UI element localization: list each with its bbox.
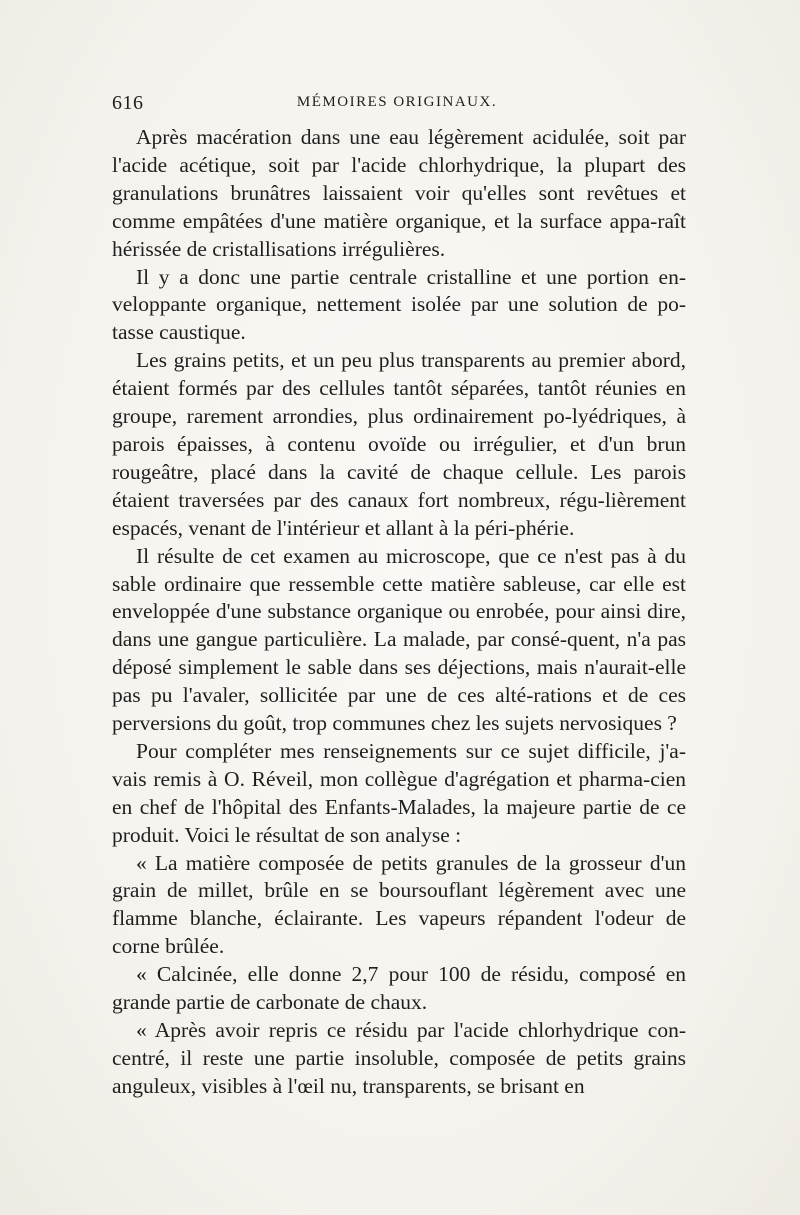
body-text [112, 124, 686, 1101]
page-header [112, 92, 682, 122]
paragraph-8: « Après avoir repris ce résidu par l'acide chlorhydrique con-centré, il reste une partie insoluble, composée de petits grains anguleux, visibles à l'œil nu, transparents, se brisant en [112, 1018, 686, 1098]
paragraph-5: Pour compléter mes renseignements sur ce sujet difficile, j'a-vais remis à O. Réveil, mon collègue d'agrégation et pharma-cien en chef de l'hôpital des Enfants-Malades, la majeure partie de ce produit. Voici le résultat de son analyse : [112, 738, 686, 847]
paragraph-3: Les grains petits, et un peu plus transparents au premier abord, étaient formés par des cellules tantôt séparées, tantôt réunies en groupe, rarement arrondies, plus ordinairement po-lyédriques, à parois épaisses, à contenu ovoïde ou irrégulier, et d'un brun rougeâtre, placé dans la cavité de chaque cellule. Les parois étaient traversées par des canaux fort nombreux, régu-lièrement espacés, venant de l'intérieur et allant à la péri-phérie. [112, 348, 686, 540]
paragraph-4: Il résulte de cet examen au microscope, que ce n'est pas à du sable ordinaire que ressemble cette matière sableuse, car elle est enveloppée d'une substance organique ou enrobée, pour ainsi dire, dans une gangue particulière. La malade, par consé-quent, n'a pas déposé simplement le sable dans ses déjections, mais n'aurait-elle pas pu l'avaler, sollicitée par une de ces alté-rations et de ces perversions du goût, trop communes chez les sujets nervosiques ? [112, 543, 686, 736]
running-title: MÉMOIRES ORIGINAUX. [296, 94, 498, 110]
paragraph-7: « Calcinée, elle donne 2,7 pour 100 de résidu, composé en grande partie de carbonate de chaux. [112, 962, 686, 1015]
paragraph-6: « La matière composée de petits granules de la grosseur d'un grain de millet, brûle en se boursouflant légèrement avec une flamme blanche, éclairante. Les vapeurs répandent l'odeur de corne brûlée. [112, 850, 686, 959]
page-number: 616 [112, 92, 144, 114]
paragraph-1: Après macération dans une eau légèrement acidulée, soit par l'acide acétique, soit par l'acide chlorhydrique, la plupart des granulations brunâtres laissaient voir qu'elles sont revêtues et comme empâtées d'une matière organique, et la surface appa-raît hérissée de cristallisations irrégulières. [112, 125, 686, 261]
paragraph-2: Il y a donc une partie centrale cristalline et une portion en-veloppante organique, nettement isolée par une solution de po-tasse caustique. [112, 264, 686, 345]
